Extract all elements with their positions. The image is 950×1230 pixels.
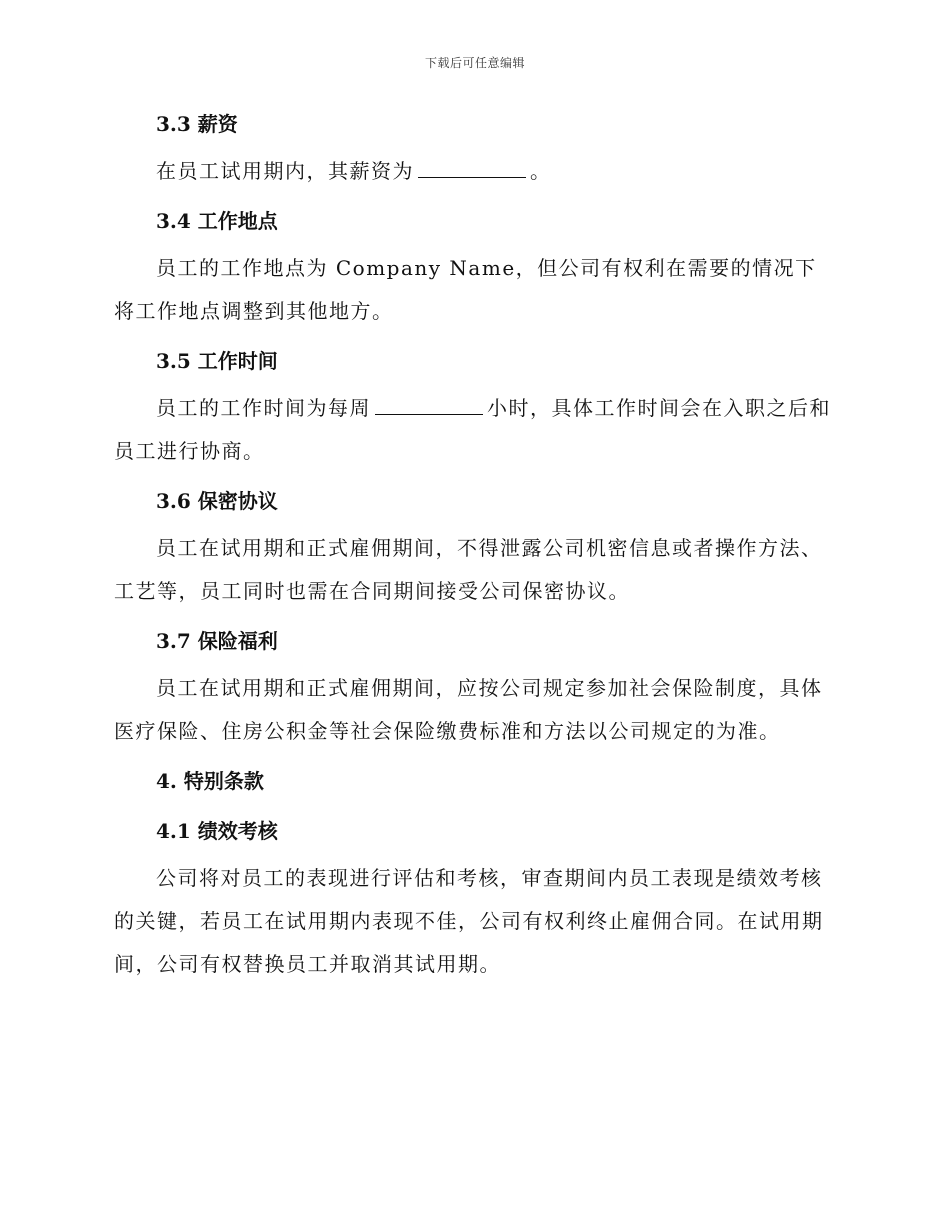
section-heading-3-3: 3.3 薪资 [156, 112, 238, 136]
section-text-3-4: 员工的工作地点为 Company Name，但公司有权利在需要的情况下将工作地点调整到其他地方。 [114, 256, 817, 323]
section-heading-4: 4. 特别条款 [156, 769, 264, 793]
salary-blank [418, 159, 526, 178]
section-heading-3-6: 3.6 保密协议 [156, 489, 278, 513]
section-text-3-6: 员工在试用期和正式雇佣期间，不得泄露公司机密信息或者操作方法、工艺等，员工同时也需在合同期间接受公司保密协议。 [114, 536, 823, 603]
section-heading-3-5: 3.5 工作时间 [156, 349, 278, 373]
section-heading-3-4: 3.4 工作地点 [156, 209, 278, 233]
section-text-3-7: 员工在试用期和正式雇佣期间，应按公司规定参加社会保险制度，具体医疗保险、住房公积金等社会保险缴费标准和方法以公司规定的为准。 [114, 676, 823, 743]
hours-text: 员工的工作时间为每周 [156, 396, 371, 420]
page-header: 下载后可任意编辑 [424, 56, 525, 70]
salary-text-end: 。 [530, 159, 552, 183]
hours-text-end: 小时，具体工作时间会在入职之后和员工进行协商。 [114, 396, 831, 463]
section-text-4-1: 公司将对员工的表现进行评估和考核，审查期间内员工表现是绩效考核的关键，若员工在试用期内表现不佳，公司有权利终止雇佣合同。在试用期间，公司有权替换员工并取消其试用期。 [114, 866, 824, 976]
section-heading-3-7: 3.7 保险福利 [156, 629, 278, 653]
section-text-3-5 [114, 387, 834, 473]
salary-text: 在员工试用期内，其薪资为 [156, 159, 414, 183]
hours-blank [375, 396, 483, 415]
document-body [114, 108, 834, 986]
section-heading-4-1: 4.1 绩效考核 [156, 819, 278, 843]
section-text-3-3 [114, 150, 834, 193]
